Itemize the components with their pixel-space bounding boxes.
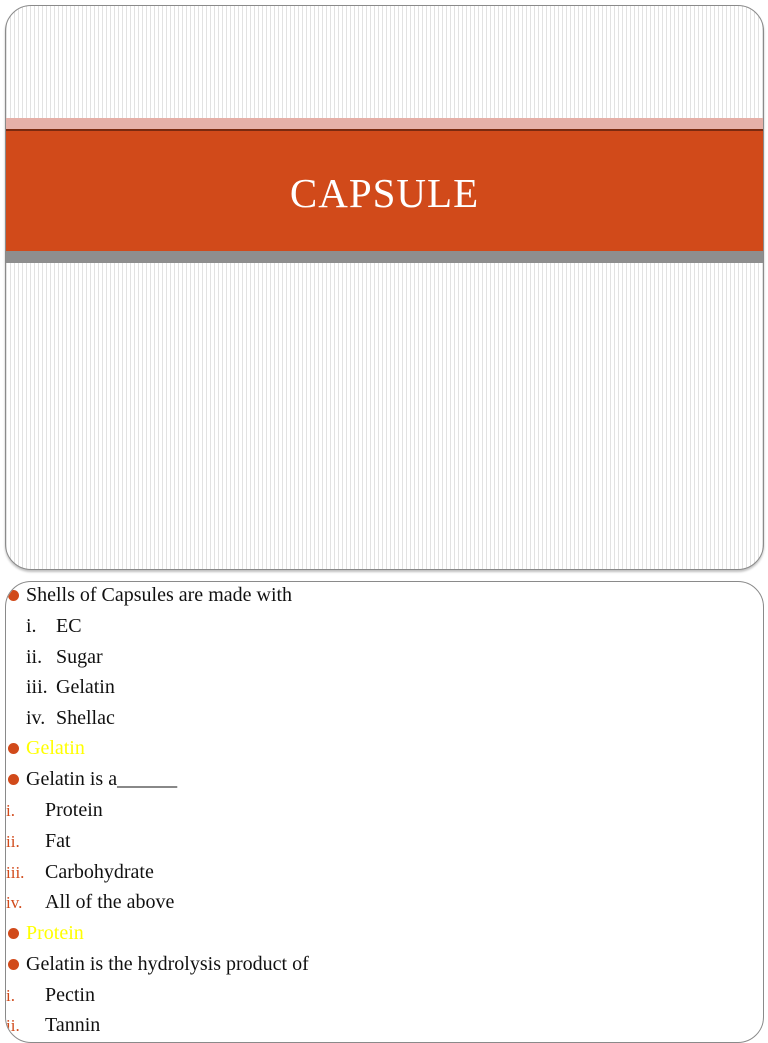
answer-text: Gelatin [26,737,85,759]
bullet-icon [8,928,19,939]
question-slide [5,581,764,1043]
answer-text: Protein [26,922,84,944]
option-number: iii. [6,863,25,882]
bullet-icon [8,743,19,754]
option-text: Gelatin [56,676,115,698]
option-text: Protein [45,799,103,821]
title-band-bottom-stripe [6,251,763,263]
option-text: Fat [45,830,71,852]
title-slide [5,5,764,570]
option-number: ii. [6,1016,20,1035]
question-3-text: Gelatin is the hydrolysis product of [26,953,309,975]
option-number: iv. [6,893,23,912]
option-text: Tannin [45,1014,101,1036]
option-number: i. [6,801,15,820]
option-number: i. [6,986,15,1005]
option-text: Carbohydrate [45,861,154,883]
option-text: Sugar [56,646,103,668]
question-2-text: Gelatin is a______ [26,768,178,790]
option-number: iv. [26,707,46,729]
bullet-icon [8,590,19,601]
option-number: i. [26,615,37,637]
option-text: Shellac [56,707,115,729]
option-text: All of the above [45,891,175,913]
option-number: ii. [6,832,20,851]
option-text: EC [56,615,82,637]
title-band [6,129,763,253]
slide-title: CAPSULE [289,170,480,216]
option-text: Pectin [45,984,95,1006]
question-1-text: Shells of Capsules are made with [26,584,293,606]
option-number: iii. [26,676,48,698]
bullet-icon [8,774,19,785]
option-number: ii. [26,646,43,668]
title-band-top-stripe [6,118,763,129]
bullet-icon [8,959,19,970]
